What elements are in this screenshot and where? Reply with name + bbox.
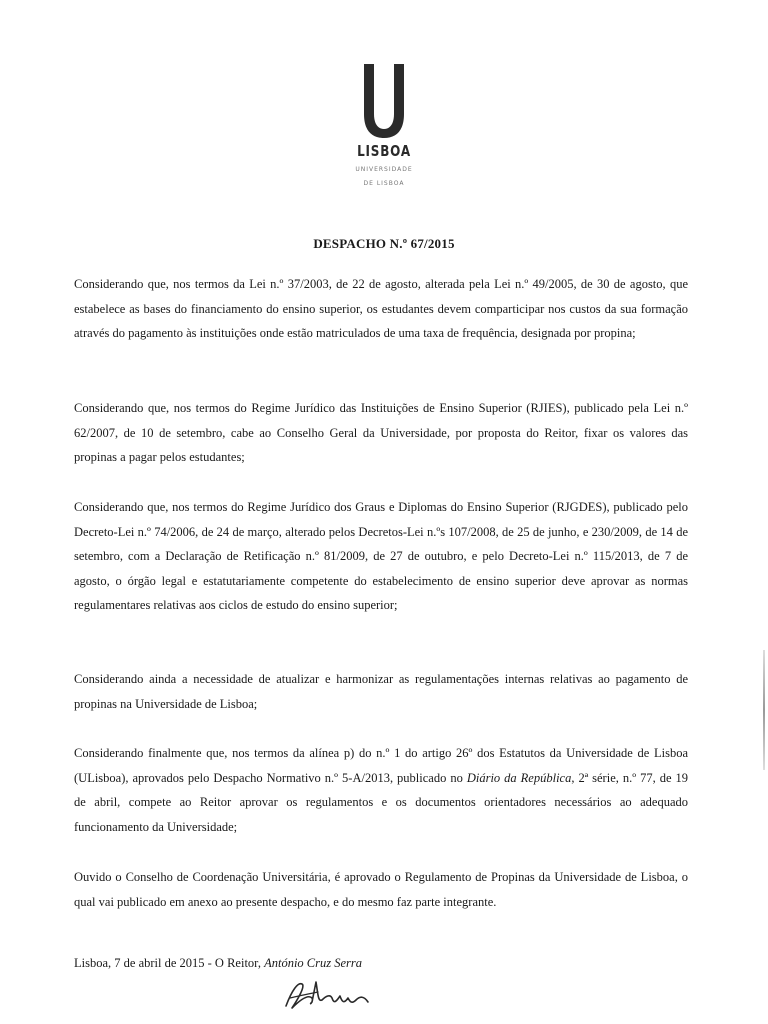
logo-subtitle-2: DE LISBOA	[363, 180, 405, 187]
university-logo	[334, 62, 434, 212]
paragraph-5-after: , 2ª série, n.º 77, de 19 de abril, compete ao Reitor aprovar os regulamentos e os documentos orientadores necessários ao adequado funcionamento da Universidade;	[74, 770, 689, 834]
paragraph-5-before: Considerando finalmente que, nos termos da alínea p) do n.º 1 do artigo 26º dos Estatutos da Universidade de Lisboa (ULisboa), aprovados pelo Despacho Normativo n.º 5-A/2013, publicado no	[74, 746, 688, 785]
paragraph-3: Considerando que, nos termos do Regime Jurídico dos Graus e Diplomas do Ensino Superior (RJGDES), publicado pelo Decreto-Lei n.º 74/2006, de 24 de março, alterado pelos Decretos-Lei n.ºs 107/2008, de 25 de junho, e 230/2009, de 14 de setembro, com a Declaração de Retificação n.º 81/2009, de 27 de outubro, e pelo Decreto-Lei n.º 115/2013, de 7 de agosto, o órgão legal e estatutariamente competente do estabelecimento de ensino superior deve aprovar as normas regulamentares relativas aos ciclos de estudo do ensino superior;	[74, 500, 688, 612]
scan-edge-shadow	[763, 650, 765, 770]
paragraph-1: Considerando que, nos termos da Lei n.º 37/2003, de 22 de agosto, alterada pela Lei n.º 49/2005, de 30 de agosto, que estabelece as bases do financiamento do ensino superior, os estudantes devem comparticipar nos custos da sua formação através do pagamento às instituições onde estão matriculados de uma taxa de frequência, designada por propina;	[74, 277, 688, 340]
logo-wordmark: LISBOA	[357, 142, 411, 160]
rector-name: António Cruz Serra	[264, 956, 363, 970]
paragraph-6: Ouvido o Conselho de Coordenação Universitária, é aprovado o Regulamento de Propinas da Universidade de Lisboa, o qual vai publicado em anexo ao presente despacho, e do mesmo faz parte integrante.	[74, 870, 688, 909]
closing-text: Lisboa, 7 de abril de 2015 - O Reitor,	[74, 956, 265, 970]
document-title: DESPACHO N.º 67/2015	[313, 236, 455, 251]
paragraph-4: Considerando ainda a necessidade de atualizar e harmonizar as regulamentações internas relativas ao pagamento de propinas na Universidade de Lisboa;	[74, 672, 688, 711]
paragraph-5	[74, 741, 688, 839]
logo-subtitle-1: UNIVERSIDADE	[355, 166, 413, 173]
logo-u-mark	[361, 62, 407, 140]
closing-line	[74, 956, 362, 971]
paragraph-2: Considerando que, nos termos do Regime Jurídico das Instituições de Ensino Superior (RJIES), publicado pela Lei n.º 62/2007, de 10 de setembro, cabe ao Conselho Geral da Universidade, por proposta do Reitor, fixar os valores das propinas a pagar pelos estudantes;	[74, 401, 688, 464]
handwritten-signature	[278, 972, 388, 1018]
paragraph-5-italic: Diário da República	[466, 770, 572, 785]
